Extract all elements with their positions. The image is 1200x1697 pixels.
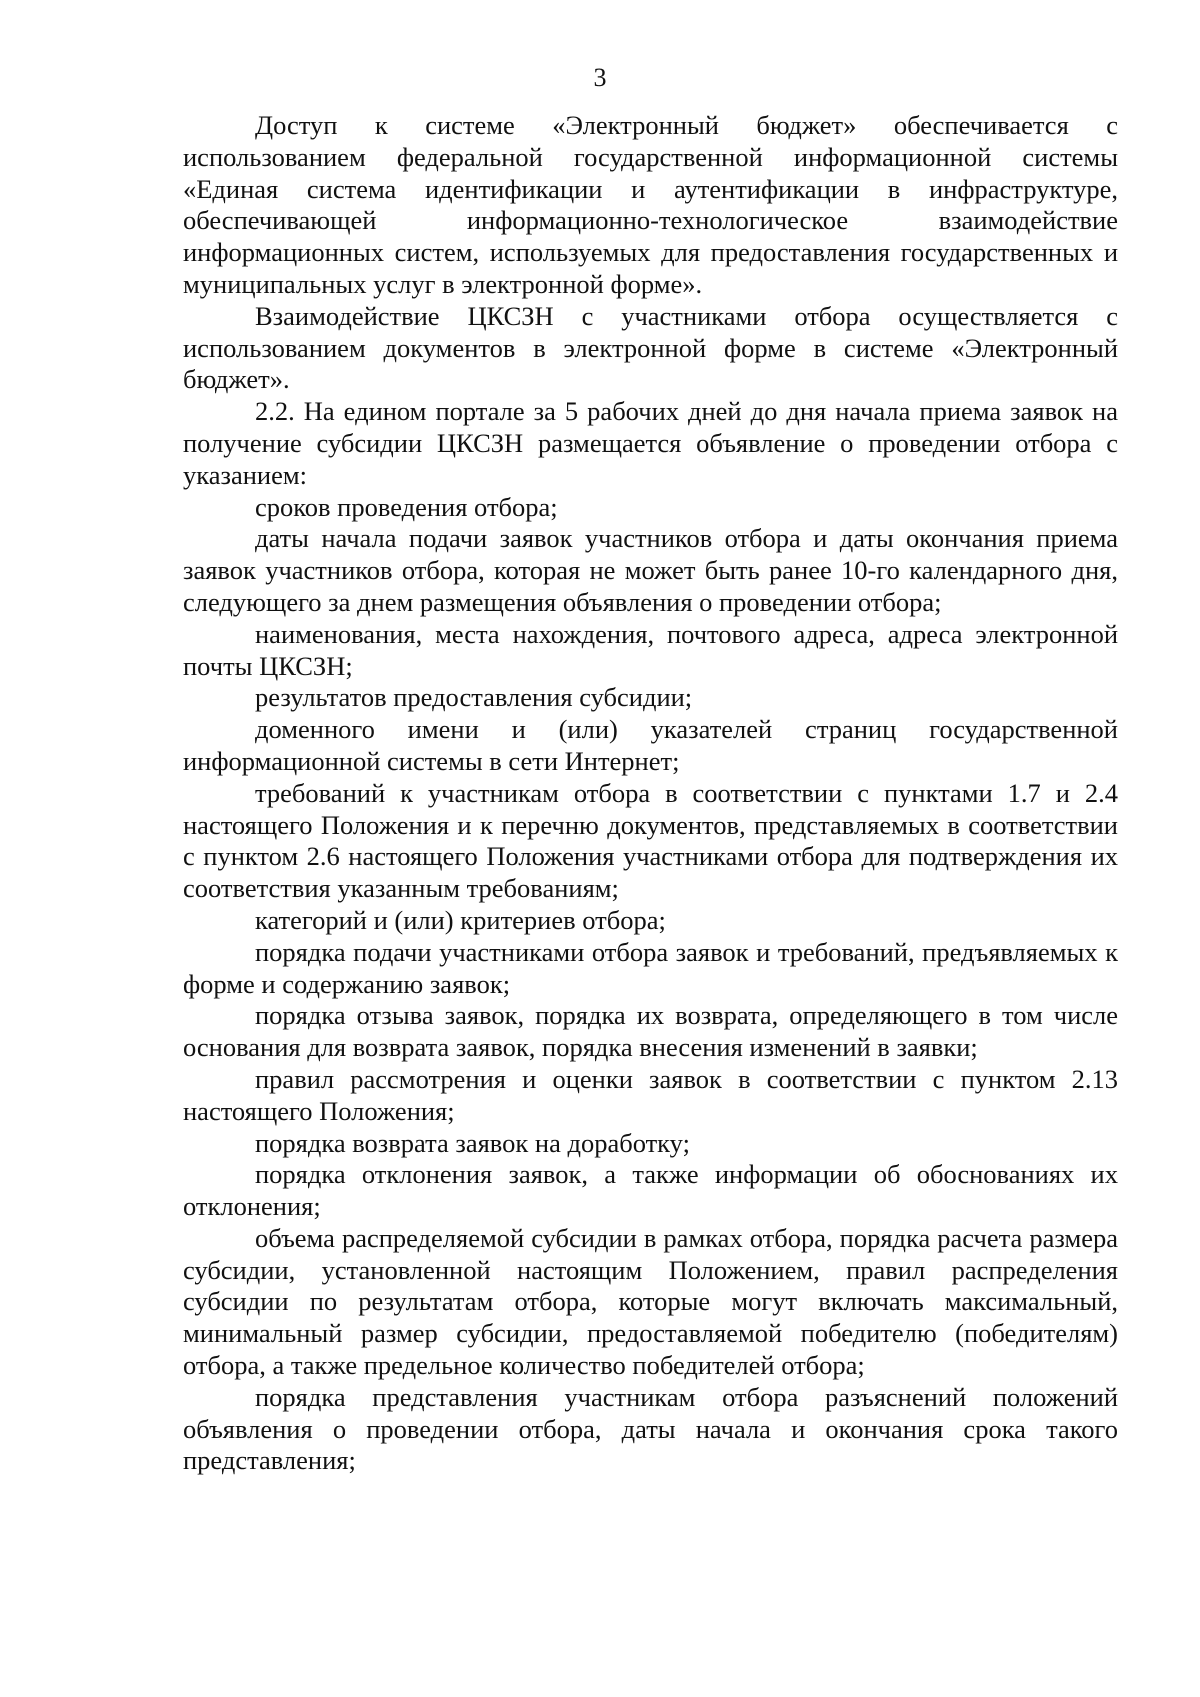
page-number: 3 [593,63,607,92]
list-item: порядка подачи участниками отбора заявок и требований, предъявляемых к форме и содержанию заявок; [183,936,1118,999]
document-body [183,110,1118,1477]
list-item: порядка представления участникам отбора разъяснений положений объявления о проведении отбора, даты начала и окончания срока такого представления; [183,1381,1118,1476]
list-item: результатов предоставления субсидии; [255,682,693,713]
list-item: объема распределяемой субсидии в рамках отбора, порядка расчета размера субсидии, установленной настоящим Положением, правил распределения субсидии по результатам отбора, которые могут включать максимальный, минимальный размер субсидии, предоставляемой победителю (победителям) отбора, а также предельное количество победителей отбора; [183,1222,1118,1381]
list-item: правил рассмотрения и оценки заявок в соответствии с пунктом 2.13 настоящего Положения; [183,1063,1118,1126]
list-item: требований к участникам отбора в соответствии с пунктами 1.7 и 2.4 настоящего Положения и к перечню документов, представляемых в соответствии с пунктом 2.6 настоящего Положения участниками отбора для подтверждения их соответствия указанным требованиям; [183,777,1118,904]
list-item: сроков проведения отбора; [255,491,558,522]
list-item: даты начала подачи заявок участников отбора и даты окончания приема заявок участников отбора, которая не может быть ранее 10-го календарного дня, следующего за днем размещения объявления о проведении отбора; [183,523,1118,617]
list-item: порядка отклонения заявок, а также информации об обоснованиях их отклонения; [183,1159,1118,1222]
paragraph-interaction: Взаимодействие ЦКСЗН с участниками отбора осуществляется с использованием документов в электронной форме в системе «Электронный бюджет». [183,300,1118,395]
paragraph-2-2: 2.2. На едином портале за 5 рабочих дней до дня начала приема заявок на получение субсидии ЦКСЗН размещается объявление о проведении отбора с указанием: [183,396,1118,490]
list-item: порядка отзыва заявок, порядка их возврата, определяющего в том числе основания для возврата заявок, порядка внесения изменений в заявки; [183,1000,1118,1063]
list-item: доменного имени и (или) указателей страниц государственной информационной системы в сети Интернет; [183,714,1118,776]
paragraph-electronic-budget-access: Доступ к системе «Электронный бюджет» обеспечивается с использованием федеральной государственной информационной системы «Единая система идентификации и аутентификации в инфраструктуре, обеспечивающей информационно-технологическое взаимодействие информационных систем, используемых для предоставления государственных и муниципальных услуг в электронной форме». [183,110,1118,299]
list-item: порядка возврата заявок на доработку; [255,1127,690,1158]
list-item: категорий и (или) критериев отбора; [255,904,666,935]
list-item: наименования, места нахождения, почтового адреса, адреса электронной почты ЦКСЗН; [183,618,1118,681]
